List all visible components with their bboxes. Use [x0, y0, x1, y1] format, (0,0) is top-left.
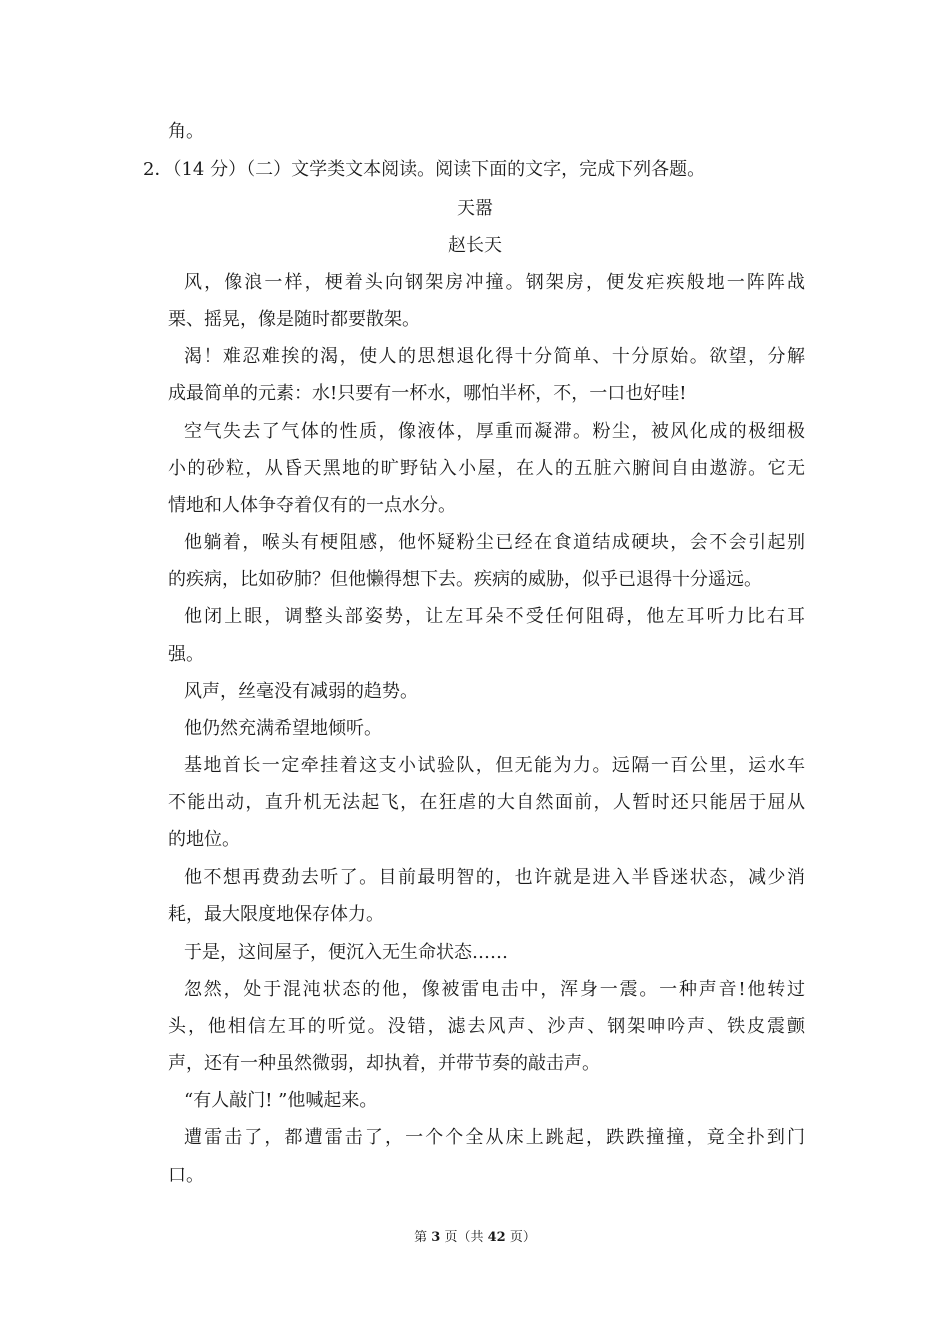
paragraph-line: 的地位。	[168, 829, 240, 850]
text-line: 角。	[168, 121, 204, 142]
paragraph-line: 口。	[168, 1165, 204, 1186]
footer-page-number: 3	[431, 1230, 441, 1245]
paragraph-line: 栗、摇晃，像是随时都要散架。	[168, 309, 420, 330]
paragraph-line: 小的砂粒，从昏天黑地的旷野钻入小屋，在人的五脏六腑间自由遨游。它无	[168, 458, 805, 479]
paragraph-line: 情地和人体争夺着仅有的一点水分。	[168, 495, 456, 516]
article-author: 赵长天	[448, 235, 502, 256]
paragraph-line: 他不想再费劲去听了。目前最明智的，也许就是进入半昏迷状态，减少消	[184, 867, 805, 888]
footer-total-pages: 42	[487, 1230, 506, 1245]
page-footer	[0, 1229, 950, 1247]
paragraph-line: 耗，最大限度地保存体力。	[168, 904, 384, 925]
paragraph-line: 空气失去了气体的性质，像液体，厚重而凝滞。粉尘，被风化成的极细极	[184, 421, 805, 442]
paragraph-line: 强。	[168, 644, 204, 665]
paragraph-line: 他躺着，喉头有梗阻感，他怀疑粉尘已经在食道结成硬块，会不会引起别	[184, 532, 805, 553]
paragraph-line: 渴！难忍难挨的渴，使人的思想退化得十分简单、十分原始。欲望，分解	[184, 346, 805, 367]
question-heading: 2．（14 分）（二）文学类文本阅读。阅读下面的文字，完成下列各题。	[143, 159, 706, 180]
paragraph-line: 他闭上眼，调整头部姿势，让左耳朵不受任何阻碍，他左耳听力比右耳	[184, 606, 805, 627]
paragraph-line: 遭雷击了，都遭雷击了，一个个全从床上跳起，跌跌撞撞，竟全扑到门	[184, 1127, 805, 1148]
paragraph-line: 风声，丝毫没有减弱的趋势。	[184, 681, 418, 702]
paragraph-line: 风，像浪一样，梗着头向钢架房冲撞。钢架房，便发疟疾般地一阵阵战	[184, 272, 805, 293]
paragraph-line: “有人敲门! ”他喊起来。	[184, 1090, 378, 1111]
paragraph-line: 不能出动，直升机无法起飞，在狂虐的大自然面前，人暂时还只能居于屈从	[168, 792, 805, 813]
paragraph-line: 声，还有一种虽然微弱，却执着，并带节奏的敲击声。	[168, 1053, 600, 1074]
paragraph-line: 他仍然充满希望地倾听。	[184, 718, 382, 739]
footer-middle: 页（共	[440, 1230, 488, 1245]
paragraph-line: 成最简单的元素：水!只要有一杯水，哪怕半杯，不，一口也好哇!	[168, 383, 687, 404]
footer-prefix: 第	[414, 1230, 432, 1245]
paragraph-line: 的疾病，比如矽肺？但他懒得想下去。疾病的威胁，似乎已退得十分遥远。	[168, 569, 762, 590]
paragraph-line: 于是，这间屋子，便沉入无生命状态……	[184, 942, 508, 963]
paragraph-line: 忽然，处于混沌状态的他，像被雷电击中，浑身一震。一种声音!他转过	[184, 979, 805, 1000]
paragraph-line: 头，他相信左耳的听觉。没错，滤去风声、沙声、钢架呻吟声、铁皮震颤	[168, 1016, 805, 1037]
article-title: 天嚣	[457, 198, 493, 219]
footer-suffix: 页）	[505, 1230, 536, 1245]
paragraph-line: 基地首长一定牵挂着这支小试验队，但无能为力。远隔一百公里，运水车	[184, 755, 805, 776]
